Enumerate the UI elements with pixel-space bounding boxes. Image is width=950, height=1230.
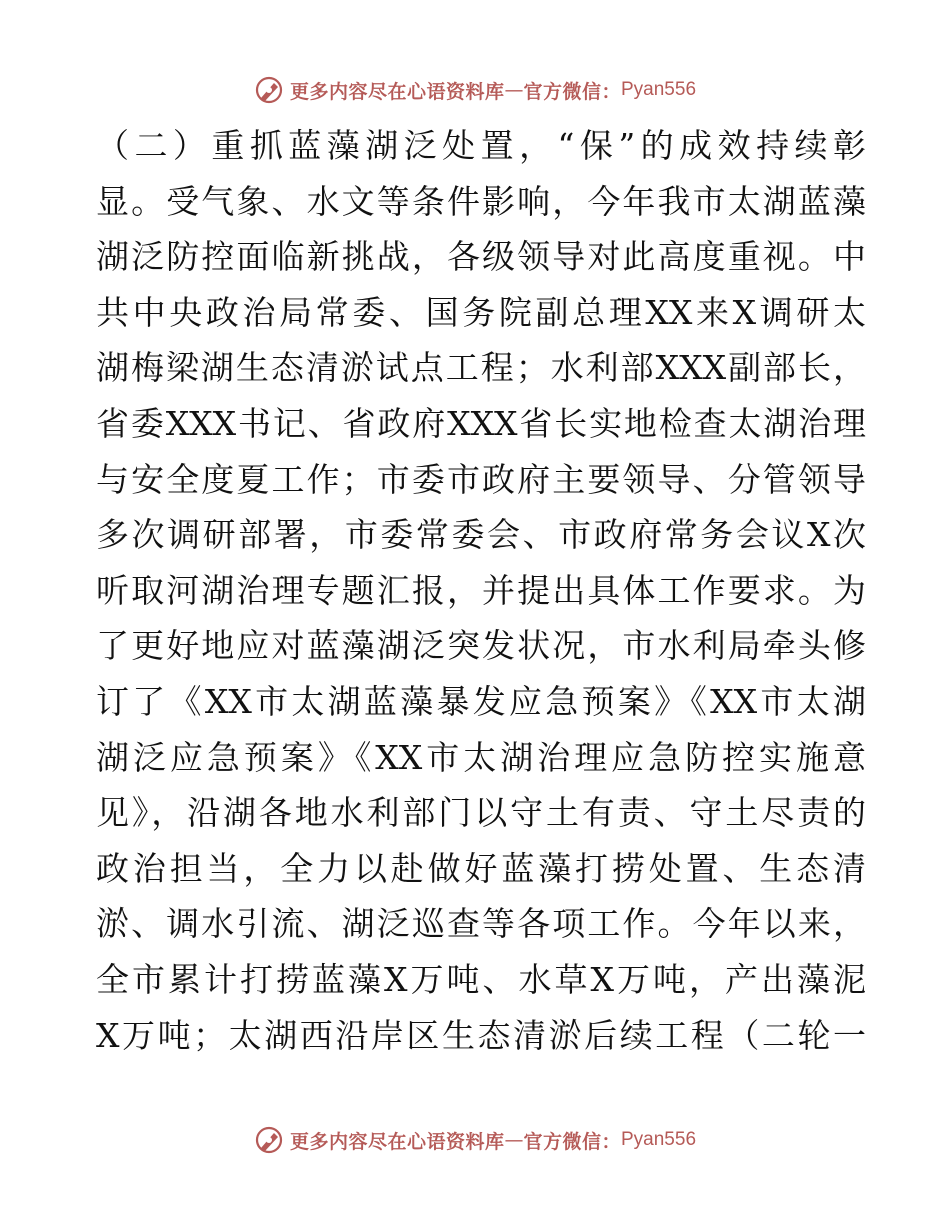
footer-watermark: [0, 1124, 950, 1156]
paragraph-line: 订了《XX市太湖蓝藻暴发应急预案》《XX市太湖: [96, 681, 866, 721]
document-body: [96, 118, 866, 1063]
paragraph-line: 听取河湖治理专题汇报，并提出具体工作要求。为: [96, 570, 866, 610]
paragraph-line: 政治担当，全力以赴做好蓝藻打捞处置、生态清: [96, 848, 866, 888]
watermark-dash: —: [504, 79, 524, 101]
paragraph-line: 湖泛应急预案》《XX市太湖治理应急防控实施意: [96, 737, 866, 777]
paragraph-line: 全市累计打捞蓝藻X万吨、水草X万吨，产出藻泥: [96, 959, 866, 999]
paragraph-line: 多次调研部署，市委常委会、市政府常务会议X次: [96, 515, 866, 555]
paragraph-line: X万吨；太湖西沿岸区生态清淤后续工程（二轮一: [96, 1015, 866, 1055]
watermark-dash: —: [504, 1129, 524, 1151]
watermark-site-text: 更多内容尽在心语资料库: [289, 80, 505, 103]
pen-logo-icon: [254, 1125, 284, 1155]
paragraph-line: （二）重抓蓝藻湖泛处置，“保”的成效持续彰: [96, 126, 866, 165]
watermark-wechat-id: Pyan556: [621, 79, 697, 100]
paragraph-line: 与安全度夏工作；市委市政府主要领导、分管领导: [96, 459, 866, 499]
watermark-wechat-id: Pyan556: [621, 1129, 697, 1150]
watermark-site-text: 更多内容尽在心语资料库: [289, 1130, 505, 1153]
paragraph-line: 共中央政治局常委、国务院副总理XX来X调研太: [96, 292, 866, 332]
paragraph-line: 湖泛防控面临新挑战，各级领导对此高度重视。中: [96, 237, 866, 277]
pen-logo-icon: [254, 75, 284, 105]
paragraph-line: 见》，沿湖各地水利部门以守土有责、守土尽责的: [96, 793, 866, 833]
watermark-wechat-label: 官方微信：: [523, 1130, 621, 1153]
paragraph-line: 湖梅梁湖生态清淤试点工程；水利部XXX副部长，: [96, 348, 866, 388]
watermark-wechat-label: 官方微信：: [523, 80, 621, 103]
paragraph-line: 了更好地应对蓝藻湖泛突发状况，市水利局牵头修: [96, 626, 866, 666]
paragraph-line: 淤、调水引流、湖泛巡查等各项工作。今年以来，: [96, 904, 866, 944]
header-watermark: [0, 74, 950, 106]
paragraph-line: 显。受气象、水文等条件影响，今年我市太湖蓝藻: [96, 181, 866, 221]
paragraph-line: 省委XXX书记、省政府XXX省长实地检查太湖治理: [96, 403, 866, 443]
